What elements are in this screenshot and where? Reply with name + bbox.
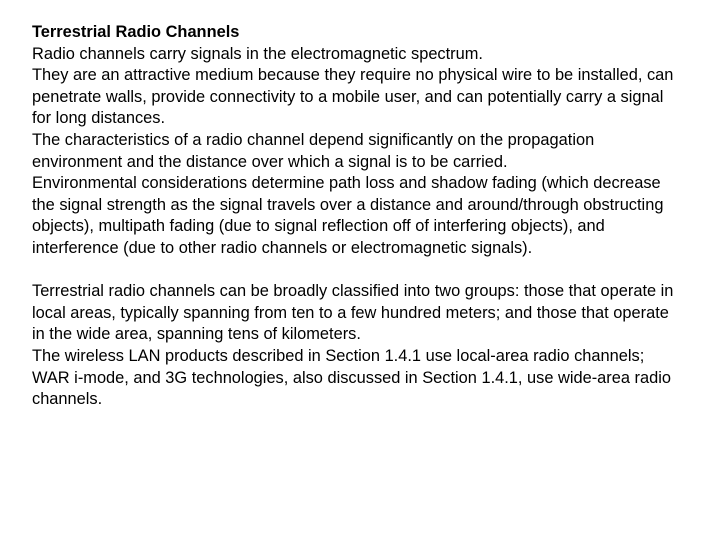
paragraph-radio-spectrum: Radio channels carry signals in the electromagnetic spectrum.	[32, 44, 483, 63]
paragraph-channel-characteristics: The characteristics of a radio channel depend significantly on the propagation environment and the distance over which a signal is to be carried.	[32, 130, 595, 171]
slide-title: Terrestrial Radio Channels	[32, 23, 240, 41]
paragraph-wireless-lan: The wireless LAN products described in Section 1.4.1 use local-area radio channels; WAR i-mode, and 3G technologies, also discussed in Section 1.4.1, use wide-area radio channels.	[32, 346, 671, 409]
paragraph-environmental-considerations: Environmental considerations determine path loss and shadow fading (which decrease the signal strength as the signal travels over a distance and around/through obstructing objects), multipath fading (due to signal reflection off of interfering objects), and interference (due to other radio channels or electromagnetic signals).	[32, 174, 664, 257]
paragraph-attractive-medium: They are an attractive medium because they require no physical wire to be installed, can penetrate walls, provide connectivity to a mobile user, and can potentially carry a signal for long distances.	[32, 66, 674, 128]
paragraph-classification: Terrestrial radio channels can be broadly classified into two groups: those that operate in local areas, typically spanning from ten to a few hundred meters; and those that operate in the wide area, spanning tens of kilometers.	[32, 282, 674, 344]
paragraph-spacer	[32, 260, 682, 282]
slide-text-body	[32, 22, 682, 411]
